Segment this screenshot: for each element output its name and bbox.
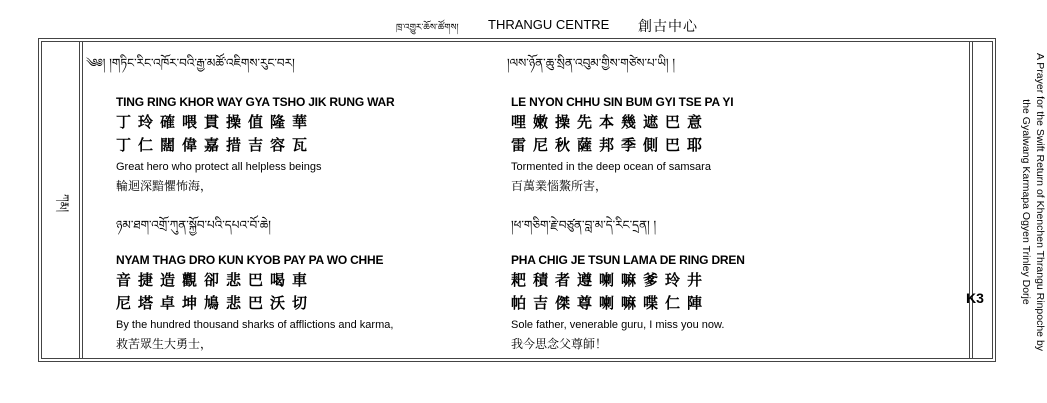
verse-english: Tormented in the deep ocean of samsara xyxy=(511,161,711,173)
verse-1 xyxy=(86,50,295,84)
verse-english: Great hero who protect all helpless beings xyxy=(116,161,322,173)
verse-chinese-phonetic-1: 音捷造觀卻悲巴喝車 xyxy=(116,271,315,289)
verse-english: By the hundred thousand sharks of afflictions and karma, xyxy=(116,319,394,331)
verse-chinese-phonetic-1: 丁玲確喂貫操值隆華 xyxy=(116,113,315,131)
verse-3-body xyxy=(116,253,393,352)
verse-transliteration: NYAM THAG DRO KUN KYOB PAY PA WO CHHE xyxy=(116,253,384,267)
verse-chinese-phonetic-2: 雷尼秋薩邦季側巴耶 xyxy=(511,136,710,154)
header-tibetan: ཁྲ་འགྱུར་ཆོས་ཚོགས། xyxy=(396,23,459,33)
left-margin xyxy=(42,42,83,358)
prayer-code: K3 xyxy=(966,290,984,306)
verse-english: Sole father, venerable guru, I miss you now. xyxy=(511,319,725,331)
verse-chinese-phonetic-2: 尼塔卓坤鳩悲巴沃切 xyxy=(116,294,315,312)
verse-transliteration: TING RING KHOR WAY GYA TSHO JIK RUNG WAR xyxy=(116,95,395,109)
verse-chinese-phonetic-1: 哩嫩操先本幾遮巴意 xyxy=(511,113,710,131)
verse-2 xyxy=(507,50,675,84)
verse-transliteration: PHA CHIG JE TSUN LAMA DE RING DREN xyxy=(511,253,745,267)
verse-tibetan: ཉམ་ཐག་འགྲོ་ཀུན་སྐྱོབ་པའི་དཔའ་བོ་ཆེ། xyxy=(116,218,271,232)
side-title: A Prayer for the Swift Return of Khenchen Thrangu Rinpoche by the Gyalwang Karmapa Ogyen Trinley Dorje xyxy=(1020,52,1046,352)
verse-4 xyxy=(511,212,656,246)
verse-tibetan: ༄༅། །གཏིང་རིང་འཁོར་བའི་རྒྱ་མཚོ་འཇིགས་རུང་བར། xyxy=(86,56,295,70)
verse-chinese-phonetic-2: 帕吉傑尊喇嘛喋仁陣 xyxy=(511,294,710,312)
verse-transliteration: LE NYON CHHU SIN BUM GYI TSE PA YI xyxy=(511,95,734,109)
vertical-tibetan-label: ཀརྨ། xyxy=(58,194,72,212)
header-chinese: 創古中心 xyxy=(638,19,698,35)
right-margin xyxy=(966,42,1046,358)
verse-4-body xyxy=(511,253,745,352)
verse-chinese-phonetic-1: 耙積者遵喇嘛爹玲井 xyxy=(511,271,710,289)
left-rule xyxy=(79,42,80,358)
header-english: THRANGU CENTRE xyxy=(488,17,610,32)
prayer-frame-inner xyxy=(41,41,1046,359)
verse-1-body xyxy=(116,95,394,194)
verse-2-body xyxy=(511,95,733,194)
verse-3 xyxy=(116,212,271,246)
verse-tibetan: །ལས་ཉོན་ཆུ་སྲིན་འབུམ་གྱིས་གཙེས་པ་ཡི། ། xyxy=(507,56,676,70)
page-header xyxy=(0,14,1022,36)
right-rule xyxy=(972,42,973,358)
prayer-frame xyxy=(38,38,1046,362)
verse-chinese-translation: 輪迴深黯懼怖海， xyxy=(116,179,213,193)
verse-chinese-translation: 我今思念父尊師！ xyxy=(511,337,608,351)
verse-chinese-translation: 百萬業惱鰲所害， xyxy=(511,179,608,193)
verse-chinese-translation: 救苦眾生大勇士， xyxy=(116,337,213,351)
verse-tibetan: །ཕ་གཅིག་རྗེ་བཙུན་བླ་མ་དེ་རིང་དྲན། ། xyxy=(511,218,657,232)
verse-chinese-phonetic-2: 丁仁闊偉嘉措吉容瓦 xyxy=(116,136,315,154)
